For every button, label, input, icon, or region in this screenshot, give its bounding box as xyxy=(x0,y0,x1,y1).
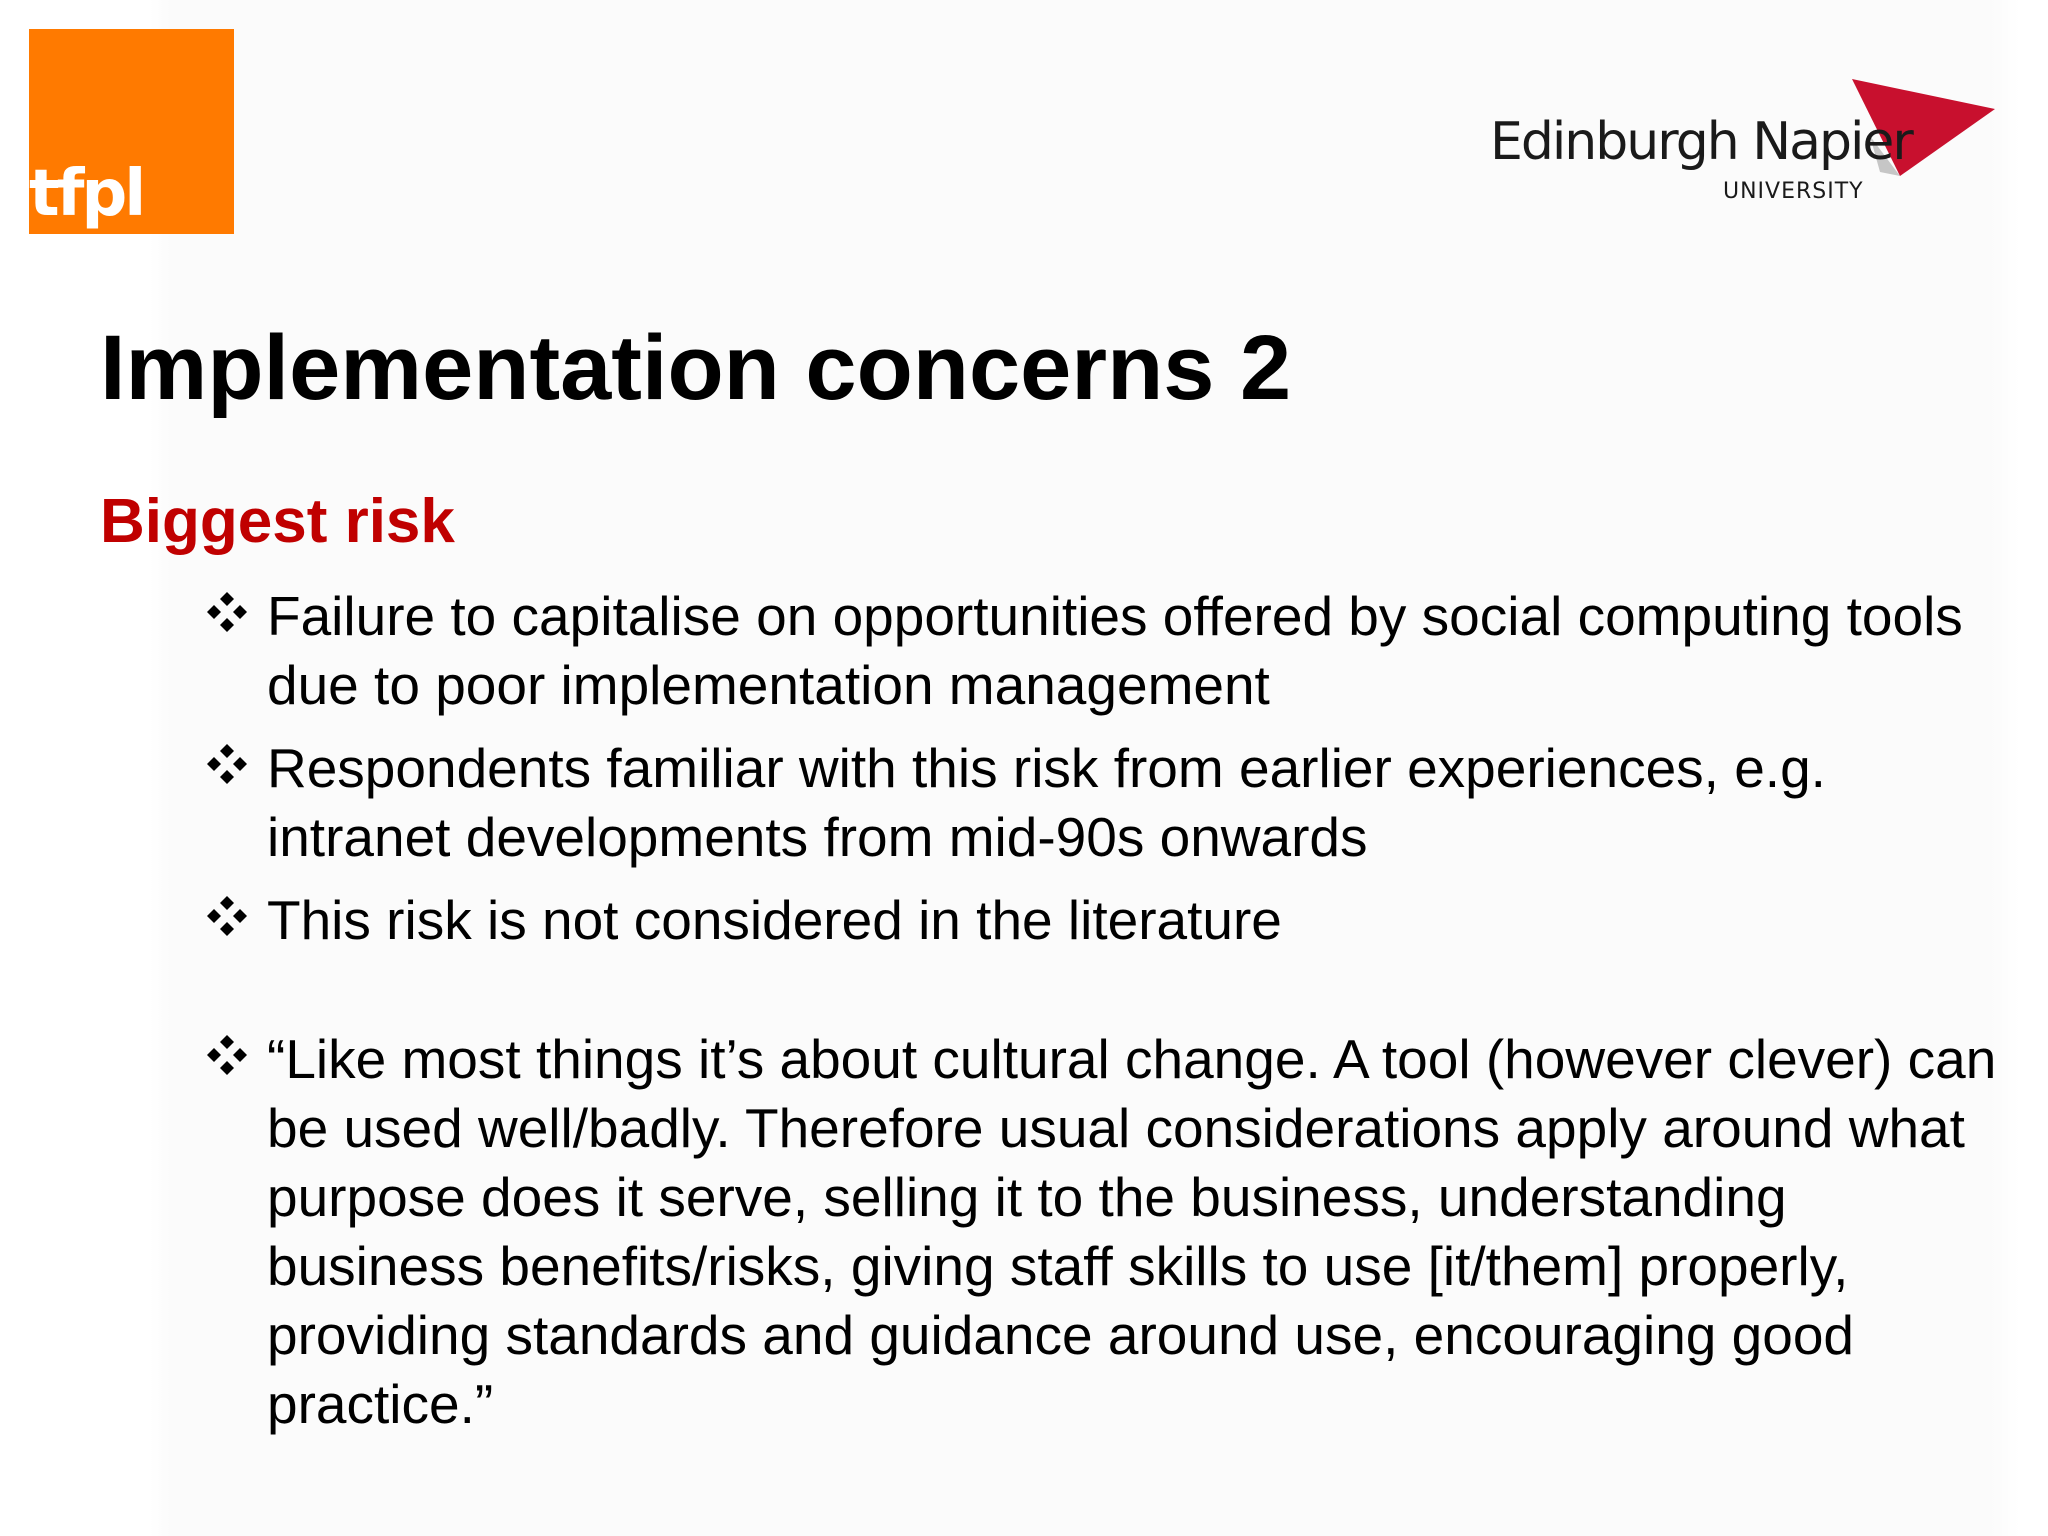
tfpl-logo-text: tfpl xyxy=(29,157,144,231)
diamond-quad-bullet-icon xyxy=(205,894,249,938)
slide-title: Implementation concerns 2 xyxy=(100,317,1292,419)
napier-logo-name: Edinburgh Napier xyxy=(1490,112,1912,172)
bullet-text: This risk is not considered in the literature xyxy=(267,889,1282,951)
bullet-text: Failure to capitalise on opportunities offered by social computing tools due to poor implementation management xyxy=(267,585,1963,716)
diamond-quad-bullet-icon xyxy=(205,1033,249,1077)
slide-subtitle: Biggest risk xyxy=(100,487,455,556)
edinburgh-napier-logo xyxy=(1480,76,2000,216)
diamond-quad-bullet-icon xyxy=(205,590,249,634)
napier-logo-subtext: UNIVERSITY xyxy=(1723,179,1864,204)
bullet-item xyxy=(205,582,2005,720)
bullet-item xyxy=(205,734,2005,872)
bullet-item xyxy=(205,886,2005,955)
diamond-quad-bullet-icon xyxy=(205,742,249,786)
tfpl-logo xyxy=(29,29,234,234)
bullet-list xyxy=(205,582,2005,1453)
bullet-text: Respondents familiar with this risk from earlier experiences, e.g. intranet developments from mid-90s onwards xyxy=(267,737,1826,868)
bullet-item-quote xyxy=(205,1025,2005,1439)
bullet-text: “Like most things it’s about cultural change. A tool (however clever) can be used well/badly. Therefore usual considerations apply around what purpose does it serve, selling it to the business, understanding business benefits/risks, giving staff skills to use [it/them] properly, providing standards and guidance around use, encouraging good practice.” xyxy=(267,1028,1997,1435)
